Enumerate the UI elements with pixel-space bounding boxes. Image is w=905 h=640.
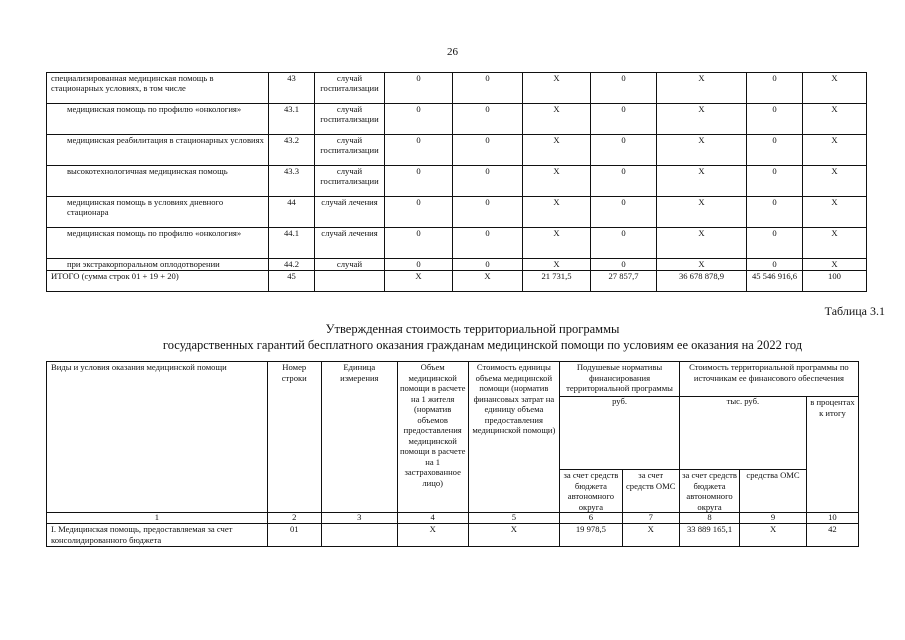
cell-value: 0 — [591, 228, 657, 259]
cell-value: X — [385, 271, 453, 292]
cell-value: X — [803, 259, 867, 271]
cell-value: X — [803, 197, 867, 228]
header-oms-thous: средства ОМС — [740, 470, 807, 513]
cell-unit: случай госпитализации — [315, 104, 385, 135]
cell-value: 0 — [453, 135, 523, 166]
table-row — [47, 259, 867, 271]
column-index: 10 — [806, 513, 858, 524]
cell-unit — [321, 524, 397, 547]
cell-value: X — [803, 166, 867, 197]
cell-value: X — [523, 259, 591, 271]
cell-unit: случай — [315, 259, 385, 271]
row-number: 45 — [269, 271, 315, 292]
column-index: 7 — [622, 513, 679, 524]
cell-value: X — [657, 104, 747, 135]
cell-value: X — [453, 271, 523, 292]
cell-value: 0 — [591, 259, 657, 271]
table-row — [47, 104, 867, 135]
cell-unit — [315, 271, 385, 292]
header-budget-ao-thous: за счет средств бюджета автономного округа — [679, 470, 739, 513]
cell-value: X — [803, 228, 867, 259]
page-number: 26 — [447, 46, 458, 58]
cell-volume: X — [397, 524, 468, 547]
cell-budget-total: 33 889 165,1 — [679, 524, 739, 547]
column-index: 1 — [47, 513, 268, 524]
header-row-number: Номер строки — [267, 362, 321, 513]
row-description: медицинская помощь в условиях дневного стационара — [47, 197, 269, 228]
header-cost: Стоимость единицы объема медицинской помощи (норматив финансовых затрат на единицу объема предоставления медицинской помощи) — [468, 362, 560, 513]
table-row — [47, 197, 867, 228]
cell-value: 0 — [385, 228, 453, 259]
cell-unit: случай лечения — [315, 197, 385, 228]
table-row — [47, 166, 867, 197]
cell-value: X — [657, 73, 747, 104]
cell-value: X — [523, 166, 591, 197]
header-unit: Единица измерения — [321, 362, 397, 513]
cell-value: 0 — [591, 104, 657, 135]
row-description: I. Медицинская помощь, предоставляемая за счет консолидированного бюджета — [47, 524, 268, 547]
cell-value: 0 — [385, 104, 453, 135]
cell-value: X — [657, 166, 747, 197]
cell-value: X — [523, 197, 591, 228]
row-number: 01 — [267, 524, 321, 547]
cell-value: 0 — [747, 104, 803, 135]
cell-value: 0 — [385, 197, 453, 228]
table-row — [47, 524, 859, 547]
header-program-cost: Стоимость территориальной программы по источникам ее финансового обеспечения — [679, 362, 858, 397]
cell-value: 0 — [385, 73, 453, 104]
cell-value: 0 — [747, 259, 803, 271]
table-row — [47, 135, 867, 166]
cell-value: 0 — [747, 135, 803, 166]
column-index: 5 — [468, 513, 560, 524]
column-index: 3 — [321, 513, 397, 524]
cell-value: 0 — [747, 228, 803, 259]
header-oms: за счет средств ОМС — [622, 470, 679, 513]
header-pct: в процентах к итогу — [806, 397, 858, 513]
cell-value: 0 — [747, 197, 803, 228]
cell-value: X — [803, 135, 867, 166]
cell-value: 0 — [453, 166, 523, 197]
cell-value: X — [523, 228, 591, 259]
cell-value: 0 — [591, 166, 657, 197]
row-number: 43.3 — [269, 166, 315, 197]
cell-value: 0 — [453, 259, 523, 271]
table-title-line-1: Утвержденная стоимость территориальной программы — [325, 322, 620, 336]
cell-cost: X — [468, 524, 560, 547]
column-index: 2 — [267, 513, 321, 524]
cell-value: 0 — [385, 135, 453, 166]
cell-oms-total: X — [740, 524, 807, 547]
row-description: при экстракорпоральном оплодотворении — [47, 259, 269, 271]
cell-value: 0 — [453, 197, 523, 228]
top-table — [46, 72, 867, 292]
cell-value: 27 857,7 — [591, 271, 657, 292]
cell-value: X — [803, 73, 867, 104]
row-description: ИТОГО (сумма строк 01 + 19 + 20) — [47, 271, 269, 292]
header-rub: руб. — [560, 397, 680, 470]
row-description: специализированная медицинская помощь в стационарных условиях, в том числе — [47, 73, 269, 104]
row-description: медицинская помощь по профилю «онкология» — [47, 228, 269, 259]
cell-percent: 42 — [806, 524, 858, 547]
cell-value: 0 — [453, 73, 523, 104]
row-description: медицинская помощь по профилю «онкология» — [47, 104, 269, 135]
row-description: медицинская реабилитация в стационарных условиях — [47, 135, 269, 166]
header-budget-ao: за счет средств бюджета автономного округа — [560, 470, 622, 513]
row-number: 43.1 — [269, 104, 315, 135]
cell-value: X — [803, 104, 867, 135]
cell-unit: случай лечения — [315, 228, 385, 259]
cell-value: 0 — [453, 228, 523, 259]
cell-value: X — [523, 73, 591, 104]
cell-value: 45 546 916,6 — [747, 271, 803, 292]
cell-value: 0 — [591, 73, 657, 104]
cell-value: X — [523, 135, 591, 166]
column-index: 6 — [560, 513, 622, 524]
row-number: 44 — [269, 197, 315, 228]
column-index: 9 — [740, 513, 807, 524]
table-row — [47, 73, 867, 104]
cell-oms-per-capita: X — [622, 524, 679, 547]
row-number: 43 — [269, 73, 315, 104]
table-row — [47, 271, 867, 292]
row-number: 44.1 — [269, 228, 315, 259]
cell-value: 36 678 878,9 — [657, 271, 747, 292]
bottom-table — [46, 361, 859, 547]
header-thous-rub: тыс. руб. — [679, 397, 806, 470]
cell-value: 0 — [747, 73, 803, 104]
table-title-line-2: государственных гарантий бесплатного оказания гражданам медицинской помощи по условиям ее оказания на 2022 год — [162, 338, 803, 352]
cell-value: 0 — [385, 166, 453, 197]
table-row — [47, 228, 867, 259]
cell-value: X — [523, 104, 591, 135]
cell-value: X — [657, 135, 747, 166]
row-description: высокотехнологичная медицинская помощь — [47, 166, 269, 197]
table-label: Таблица 3.1 — [824, 304, 885, 318]
row-number: 43.2 — [269, 135, 315, 166]
header-volume: Объем медицинской помощи в расчете на 1 жителя (норматив объемов предоставления медицинской помощи в расчете на 1 застрахованное лицо) — [397, 362, 468, 513]
cell-value: 0 — [591, 197, 657, 228]
cell-value: 0 — [747, 166, 803, 197]
cell-value: 0 — [591, 135, 657, 166]
cell-value: 0 — [453, 104, 523, 135]
column-index: 4 — [397, 513, 468, 524]
column-index-row — [47, 513, 859, 524]
cell-value: 0 — [385, 259, 453, 271]
column-index: 8 — [679, 513, 739, 524]
header-kinds: Виды и условия оказания медицинской помощи — [47, 362, 268, 513]
cell-budget-per-capita: 19 978,5 — [560, 524, 622, 547]
cell-unit: случай госпитализации — [315, 73, 385, 104]
cell-value: X — [657, 228, 747, 259]
cell-unit: случай госпитализации — [315, 166, 385, 197]
header-per-capita: Подушевые нормативы финансирования территориальной программы — [560, 362, 680, 397]
cell-unit: случай госпитализации — [315, 135, 385, 166]
cell-value: 100 — [803, 271, 867, 292]
cell-value: X — [657, 197, 747, 228]
row-number: 44.2 — [269, 259, 315, 271]
cell-value: X — [657, 259, 747, 271]
cell-value: 21 731,5 — [523, 271, 591, 292]
